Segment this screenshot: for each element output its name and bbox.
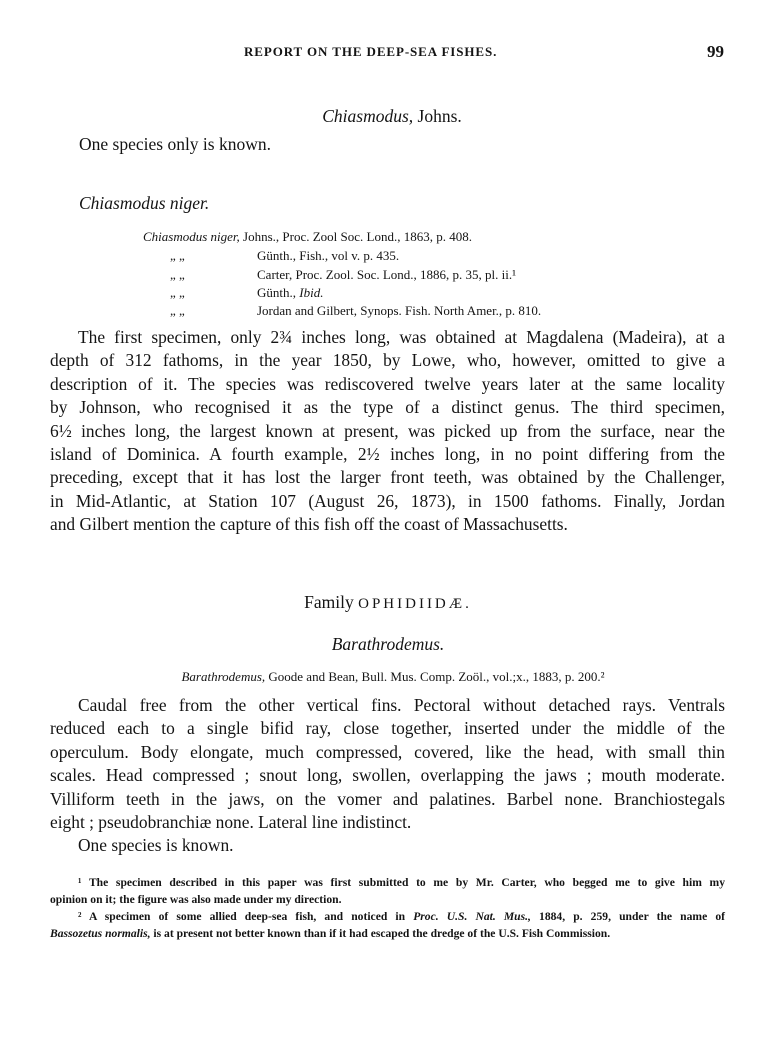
synonym-ref: Johns., Proc. Zool Soc. Lond., 1863, p. 408. xyxy=(239,229,472,244)
text-line: 6½ inches long, the largest known at present, was picked up from the surface, near the xyxy=(50,420,725,441)
genus-note: One species only is known. xyxy=(79,134,271,154)
footnote-species: Bassozetus normalis, xyxy=(50,927,151,940)
footnote-line: opinion on it; the figure was also made under my direction. xyxy=(50,893,342,906)
species-title: Chiasmodus niger. xyxy=(79,193,210,213)
ditto-mark: „ „ xyxy=(170,267,185,282)
footnote-line: ¹ The specimen described in this paper was first submitted to me by Mr. Carter, who begged me to give him my xyxy=(78,876,725,889)
genus-heading-barathrodemus: Barathrodemus. xyxy=(331,634,445,654)
family-heading xyxy=(0,592,776,613)
text-line: by Johnson, who recognised it as the type of a distinct genus. The third specimen, xyxy=(50,397,725,418)
page-number: 99 xyxy=(707,42,724,61)
synonym-ref: Günth., Ibid. xyxy=(257,285,324,300)
synonym-ref: Günth., Fish., vol v. p. 435. xyxy=(257,248,400,263)
genus-reference xyxy=(0,669,776,685)
family-name: OPHIDIIDÆ. xyxy=(358,596,472,612)
text-line: operculum. Body elongate, much compressed, covered, like the head, with small thin xyxy=(50,741,725,762)
paragraph-description xyxy=(50,694,725,858)
synonym-ref: Jordan and Gilbert, Synops. Fish. North Amer., p. 810. xyxy=(257,303,542,318)
text-line: reduced each to a single bifid ray, close together, inserted under the middle of the xyxy=(50,718,725,739)
genus-heading-chiasmodus xyxy=(0,106,776,127)
ditto-mark: „ „ xyxy=(170,303,185,318)
text-line: island of Dominica. A fourth example, 2½ inches long, in no point differing from the xyxy=(50,444,725,465)
text-line: in Mid-Atlantic, at Station 107 (August 26, 1873), in 1500 fathoms. Finally, Jordan xyxy=(50,490,725,511)
family-prefix: Family xyxy=(304,592,359,612)
footnote-text: is at present not better known than if it had escaped the dredge of the U.S. Fish Commission. xyxy=(150,927,611,940)
footnote-2 xyxy=(50,908,725,942)
ditto-mark: „ „ xyxy=(170,285,185,300)
footnote-text: 1884, p. 259, under the name of xyxy=(530,910,725,923)
text-line: depth of 312 fathoms, in the year 1850, by Lowe, who, however, omitted to give a xyxy=(50,350,725,371)
text-line: One species is known. xyxy=(78,835,234,856)
paragraph-history xyxy=(50,326,725,537)
text-line: and Gilbert mention the capture of this fish off the coast of Massachusetts. xyxy=(50,514,568,535)
footnote-text: ² A specimen of some allied deep-sea fish, and noticed in xyxy=(78,910,414,923)
text-line: Villiform teeth in the jaws, on the vomer and palatines. Barbel none. Branchiostegals xyxy=(50,788,725,809)
text-line: scales. Head compressed ; snout long, swollen, overlapping the jaws ; mouth moderate. xyxy=(50,765,725,786)
text-line: description of it. The species was rediscovered twelve years later at the same locality xyxy=(50,373,725,394)
synonym-ref: Carter, Proc. Zool. Soc. Lond., 1886, p. 35, pl. ii.¹ xyxy=(257,267,517,282)
text-line: The first specimen, only 2¾ inches long, was obtained at Magdalena (Madeira), at a xyxy=(78,327,725,347)
footnote-line xyxy=(50,908,725,925)
running-title: REPORT ON THE DEEP-SEA FISHES. xyxy=(244,44,498,59)
footnote-journal: Proc. U.S. Nat. Mus., xyxy=(413,910,531,923)
text-line: Caudal free from the other vertical fins. Pectoral without detached rays. Ventrals xyxy=(78,695,725,715)
genus-name: Chiasmodus, xyxy=(322,106,414,126)
text-line: preceding, except that it has lost the larger front teeth, was obtained by the Challenger, xyxy=(50,467,725,488)
footnote-1 xyxy=(50,874,725,908)
genus-ref-text: Goode and Bean, Bull. Mus. Comp. Zoöl., vol.;x., 1883, p. 200.² xyxy=(265,669,605,684)
genus-author: Johns. xyxy=(413,106,462,126)
synonym-name: Chiasmodus niger, xyxy=(143,229,240,244)
running-head xyxy=(0,44,776,64)
ditto-mark: „ „ xyxy=(170,248,185,263)
genus-ref-name: Barathrodemus, xyxy=(181,669,266,684)
footnote-line xyxy=(50,925,725,942)
text-line: eight ; pseudobranchiæ none. Lateral line indistinct. xyxy=(50,812,412,833)
ibid-text: Ibid. xyxy=(299,285,324,300)
